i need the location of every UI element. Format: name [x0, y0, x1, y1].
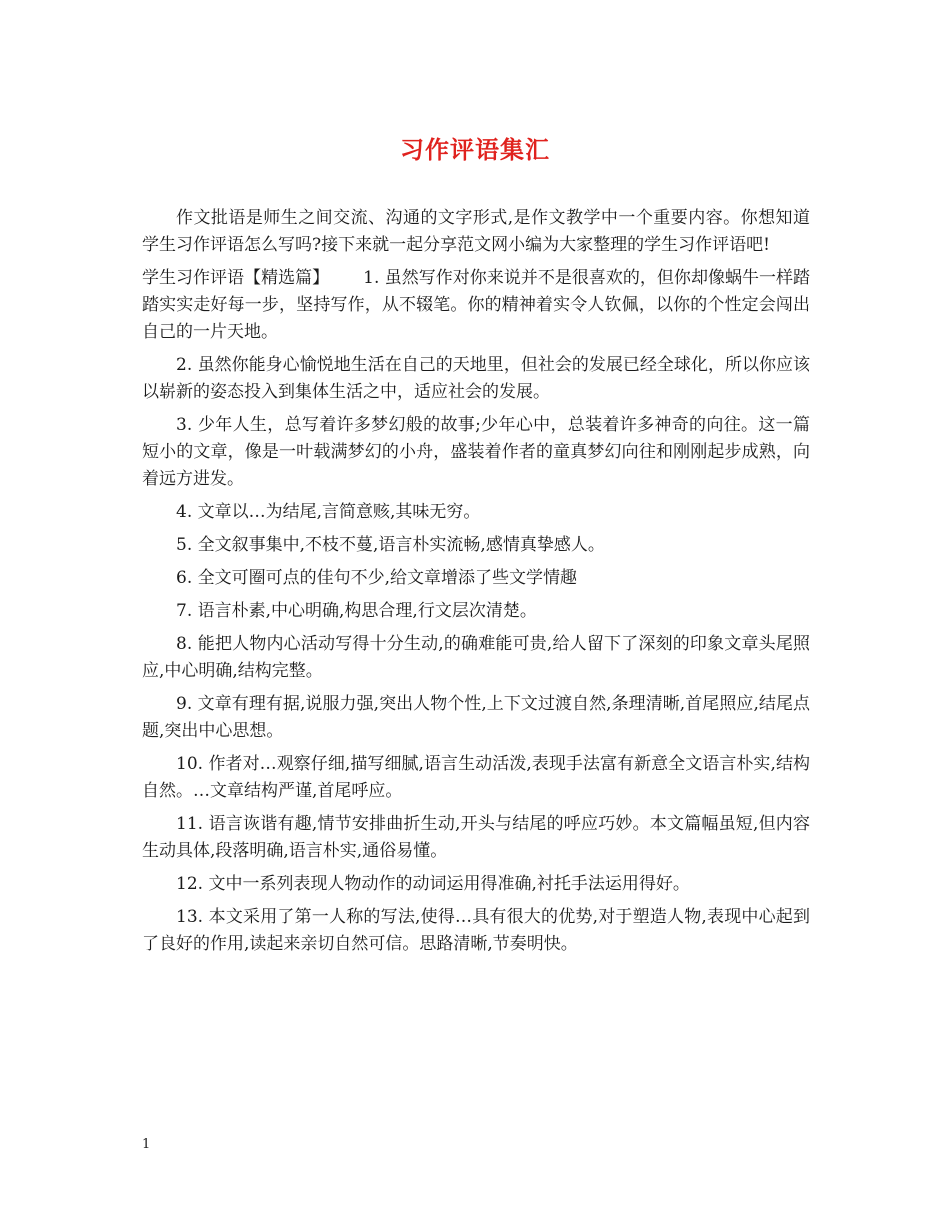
list-item-2: 2. 虽然你能身心愉悦地生活在自己的天地里，但社会的发展已经全球化，所以你应该以崭新的姿态投入到集体生活之中，适应社会的发展。 [142, 355, 810, 402]
list-item-12: 12. 文中一系列表现人物动作的动词运用得准确,衬托手法运用得好。 [176, 874, 690, 894]
list-item-8: 8. 能把人物内心活动写得十分生动,的确难能可贵,给人留下了深刻的印象文章头尾照应,中心明确,结构完整。 [142, 634, 810, 681]
section-label: 学生习作评语【精选篇】 [142, 268, 330, 288]
list-item-text: 1. 虽然写作对你来说并不是很喜欢的，但你却像蜗牛一样踏踏实实走好每一步，坚持写作，从不辍笔。你的精神着实令人钦佩，以你的个性定会闯出自己的一片天地。 [142, 268, 811, 342]
document-title: 习作评语集汇 [400, 136, 550, 164]
list-item-13: 13. 本文采用了第一人称的写法,使得…具有很大的优势,对于塑造人物,表现中心起到了良好的作用,读起来亲切自然可信。思路清晰,节奏明快。 [142, 907, 810, 954]
list-item-7: 7. 语言朴素,中心明确,构思合理,行文层次清楚。 [176, 601, 537, 621]
list-item-1 [142, 265, 810, 346]
list-item-3: 3. 少年人生，总写着许多梦幻般的故事;少年心中，总装着许多神奇的向往。这一篇短小的文章，像是一叶载满梦幻的小舟，盛装着作者的童真梦幻向往和刚刚起步成熟，向着远方进发。 [142, 415, 810, 489]
list-item-9: 9. 文章有理有据,说服力强,突出人物个性,上下文过渡自然,条理清晰,首尾照应,结尾点题,突出中心思想。 [142, 694, 810, 741]
list-item-10: 10. 作者对…观察仔细,描写细腻,语言生动活泼,表现手法富有新意全文语言朴实,结构自然。…文章结构严谨,首尾呼应。 [142, 754, 810, 801]
list-item-4: 4. 文章以…为结尾,言简意赅,其味无穷。 [176, 502, 481, 522]
page-number: 1 [142, 1137, 151, 1152]
intro-paragraph: 作文批语是师生之间交流、沟通的文字形式,是作文教学中一个重要内容。你想知道学生习作评语怎么写吗?接下来就一起分享范文网小编为大家整理的学生习作评语吧! [142, 208, 810, 255]
list-item-6: 6. 全文可圈可点的佳句不少,给文章增添了些文学情趣 [176, 568, 578, 588]
list-item-5: 5. 全文叙事集中,不枝不蔓,语言朴实流畅,感情真挚感人。 [176, 535, 605, 555]
list-item-11: 11. 语言诙谐有趣,情节安排曲折生动,开头与结尾的呼应巧妙。本文篇幅虽短,但内容生动具体,段落明确,语言朴实,通俗易懂。 [142, 814, 810, 861]
document-body [142, 205, 810, 964]
